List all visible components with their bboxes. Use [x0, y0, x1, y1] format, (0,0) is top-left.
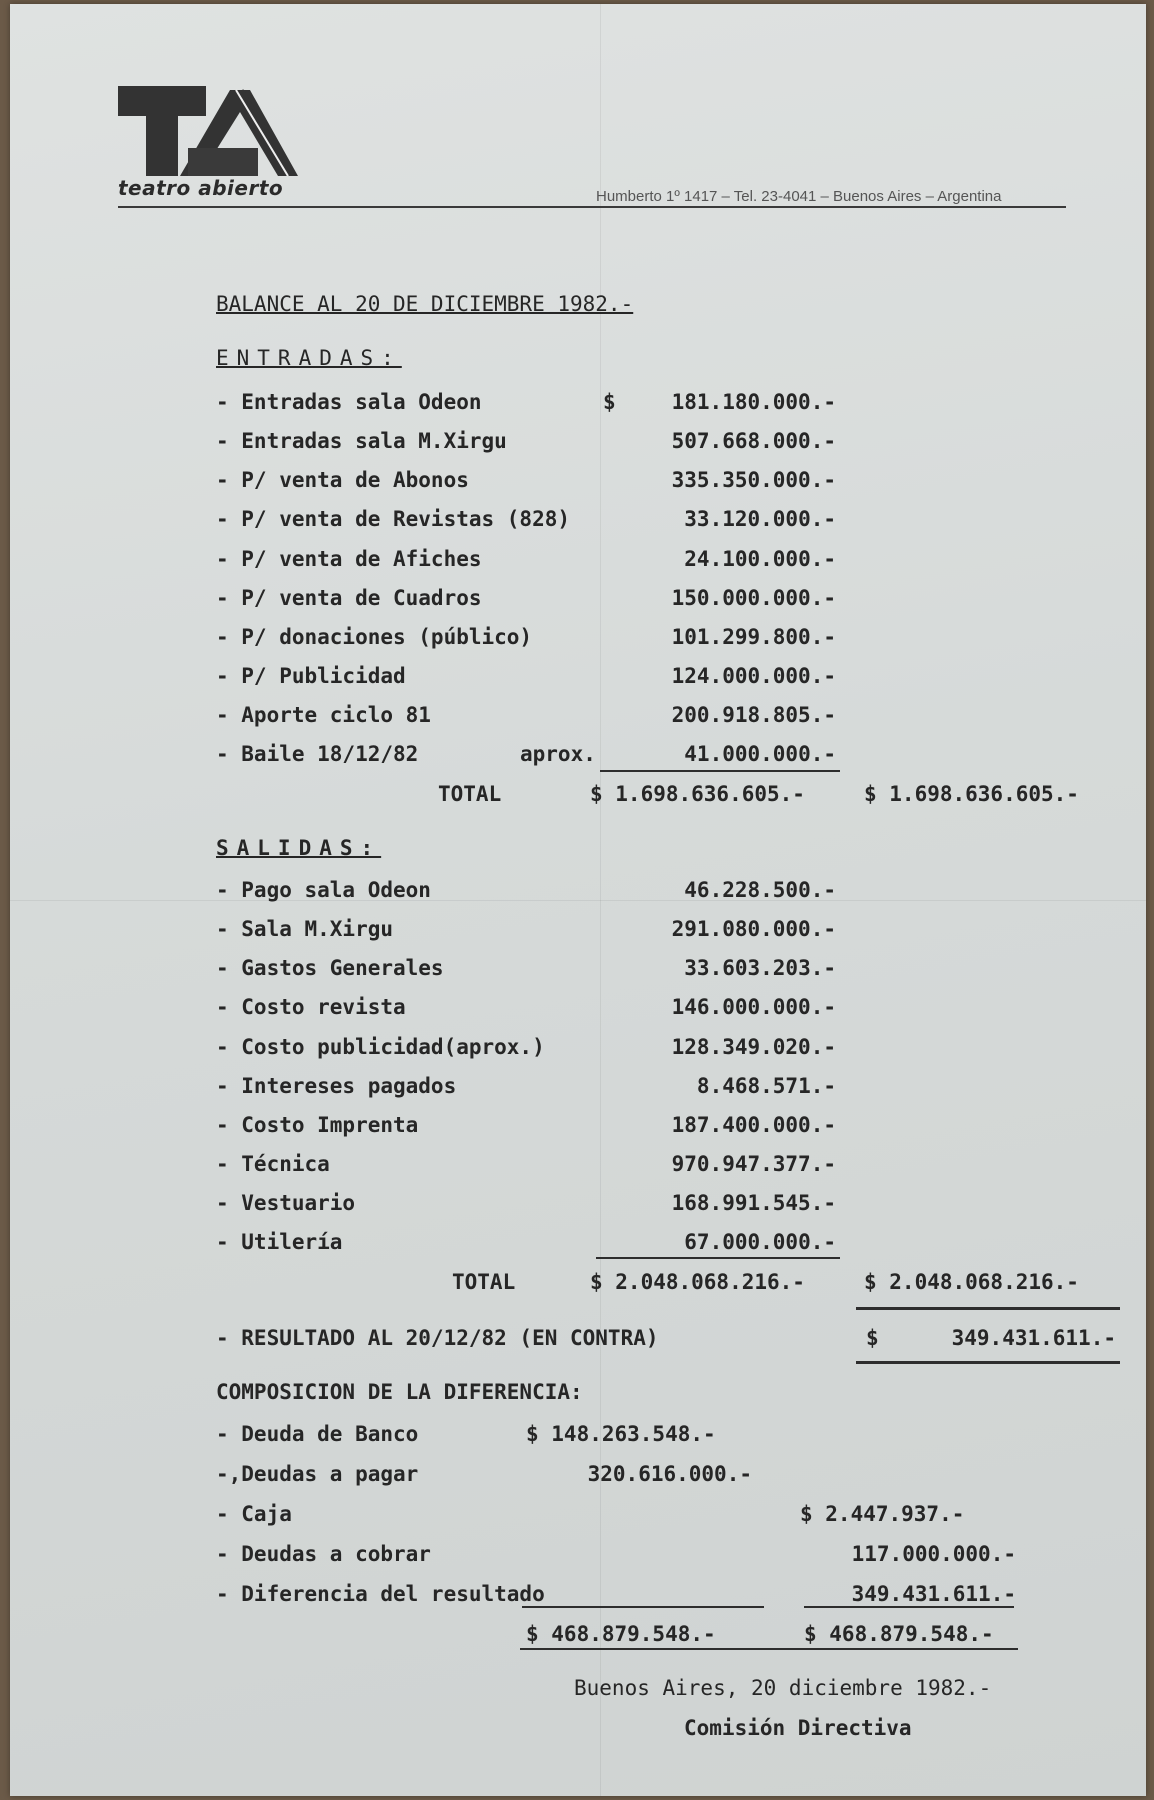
entradas-item-label: - Baile 18/12/82 — [216, 742, 419, 766]
composicion-right-label: - Diferencia del resultado — [216, 1582, 545, 1606]
total-rule — [520, 1648, 1018, 1650]
salidas-item-amount: 146.000.000.- — [671, 995, 836, 1019]
subtotal-rule — [600, 770, 840, 772]
page-title: BALANCE AL 20 DE DICIEMBRE 1982.- — [216, 292, 634, 316]
composicion-right-label: - Caja — [216, 1502, 292, 1526]
entradas-item-label: - P/ donaciones (público) — [216, 625, 533, 649]
composicion-left-amount: $ 148.263.548.- — [526, 1422, 716, 1446]
salidas-item-amount: 168.991.545.- — [671, 1191, 836, 1215]
salidas-item-label: - Pago sala Odeon — [216, 878, 431, 902]
entradas-item-amount: 33.120.000.- — [684, 507, 836, 531]
resultado-label: - RESULTADO AL 20/12/82 (EN CONTRA) — [216, 1326, 659, 1350]
composicion-total-left: $ 468.879.548.- — [526, 1622, 716, 1646]
salidas-item-amount: 970.947.377.- — [671, 1152, 836, 1176]
signature: Comisión Directiva — [684, 1716, 912, 1740]
salidas-total-col2: $ 2.048.068.216.- — [864, 1270, 1079, 1294]
entradas-total-label: TOTAL — [438, 782, 502, 806]
salidas-total-label: TOTAL — [452, 1270, 516, 1294]
entradas-item-amount: 124.000.000.- — [671, 664, 836, 688]
entradas-item-label: - P/ venta de Afiches — [216, 547, 482, 571]
composicion-heading: COMPOSICION DE LA DIFERENCIA: — [216, 1380, 583, 1404]
total-rule — [856, 1361, 1120, 1364]
salidas-item-amount: 128.349.020.- — [671, 1035, 836, 1059]
total-rule — [856, 1307, 1120, 1310]
composicion-left-label: - Deuda de Banco — [216, 1422, 419, 1446]
salidas-item-label: - Técnica — [216, 1152, 330, 1176]
letterhead-address: Humberto 1º 1417 – Tel. 23-4041 – Buenos Aires – Argentina — [596, 188, 1002, 205]
entradas-item-label: - Entradas sala M.Xirgu — [216, 429, 507, 453]
entradas-item-label: - P/ Publicidad — [216, 664, 406, 688]
entradas-item-amount: 24.100.000.- — [684, 547, 836, 571]
salidas-heading: SALIDAS: — [216, 836, 382, 860]
salidas-item-label: - Utilería — [216, 1230, 343, 1254]
salidas-item-label: - Vestuario — [216, 1191, 356, 1215]
entradas-item-amount: 101.299.800.- — [671, 625, 836, 649]
entradas-item-label: - P/ venta de Revistas (828) — [216, 507, 571, 531]
salidas-item-amount: 187.400.000.- — [671, 1113, 836, 1137]
salidas-item-amount: 291.080.000.- — [671, 917, 836, 941]
resultado-amount: 349.431.611.- — [951, 1326, 1116, 1350]
salidas-item-label: - Intereses pagados — [216, 1074, 457, 1098]
approx-label: aprox. — [520, 742, 596, 766]
composicion-right-amount: $ 2.447.937.- — [800, 1502, 965, 1526]
entradas-item-amount: 200.918.805.- — [671, 703, 836, 727]
composicion-right-amount: 349.431.611.- — [851, 1582, 1016, 1606]
composicion-left-label: -,Deudas a pagar — [216, 1462, 419, 1486]
entradas-item-amount: 41.000.000.- — [684, 742, 836, 766]
salidas-item-label: - Costo revista — [216, 995, 406, 1019]
entradas-item-label: - P/ venta de Abonos — [216, 468, 469, 492]
entradas-item-amount: 507.668.000.- — [671, 429, 836, 453]
salidas-item-amount: 67.000.000.- — [684, 1230, 836, 1254]
salidas-item-label: - Costo Imprenta — [216, 1113, 419, 1137]
subtotal-rule — [804, 1606, 1014, 1608]
entradas-item-label: - P/ venta de Cuadros — [216, 586, 482, 610]
salidas-item-amount: 46.228.500.- — [684, 878, 836, 902]
entradas-total-col2: $ 1.698.636.605.- — [864, 782, 1079, 806]
entradas-item-amount: 181.180.000.- — [671, 390, 836, 414]
entradas-item-amount: 335.350.000.- — [671, 468, 836, 492]
composicion-right-amount: 117.000.000.- — [851, 1542, 1016, 1566]
teatro-abierto-logo — [118, 86, 298, 176]
entradas-item-label: - Aporte ciclo 81 — [216, 703, 431, 727]
letterhead-rule — [118, 206, 1066, 208]
salidas-total: $ 2.048.068.216.- — [590, 1270, 805, 1294]
salidas-item-label: - Gastos Generales — [216, 956, 444, 980]
salidas-item-label: - Sala M.Xirgu — [216, 917, 394, 941]
composicion-left-amount: 320.616.000.- — [587, 1462, 752, 1486]
logo-caption: teatro abierto — [118, 176, 284, 200]
salidas-item-label: - Costo publicidad(aprox.) — [216, 1035, 545, 1059]
entradas-total: $ 1.698.636.605.- — [590, 782, 805, 806]
subtotal-rule — [596, 1257, 840, 1259]
composicion-right-label: - Deudas a cobrar — [216, 1542, 431, 1566]
entradas-heading: ENTRADAS: — [216, 346, 402, 370]
document-page — [10, 4, 1146, 1796]
salidas-item-amount: 8.468.571.- — [696, 1074, 836, 1098]
entradas-item-label: - Entradas sala Odeon — [216, 390, 482, 414]
paper-fold — [10, 900, 1146, 901]
entradas-item-amount: 150.000.000.- — [671, 586, 836, 610]
composicion-total-right: $ 468.879.548.- — [804, 1622, 994, 1646]
entradas-currency: $ — [603, 390, 616, 414]
place-date: Buenos Aires, 20 diciembre 1982.- — [574, 1676, 992, 1700]
subtotal-rule — [522, 1606, 764, 1608]
resultado-currency: $ — [866, 1326, 879, 1350]
salidas-item-amount: 33.603.203.- — [684, 956, 836, 980]
